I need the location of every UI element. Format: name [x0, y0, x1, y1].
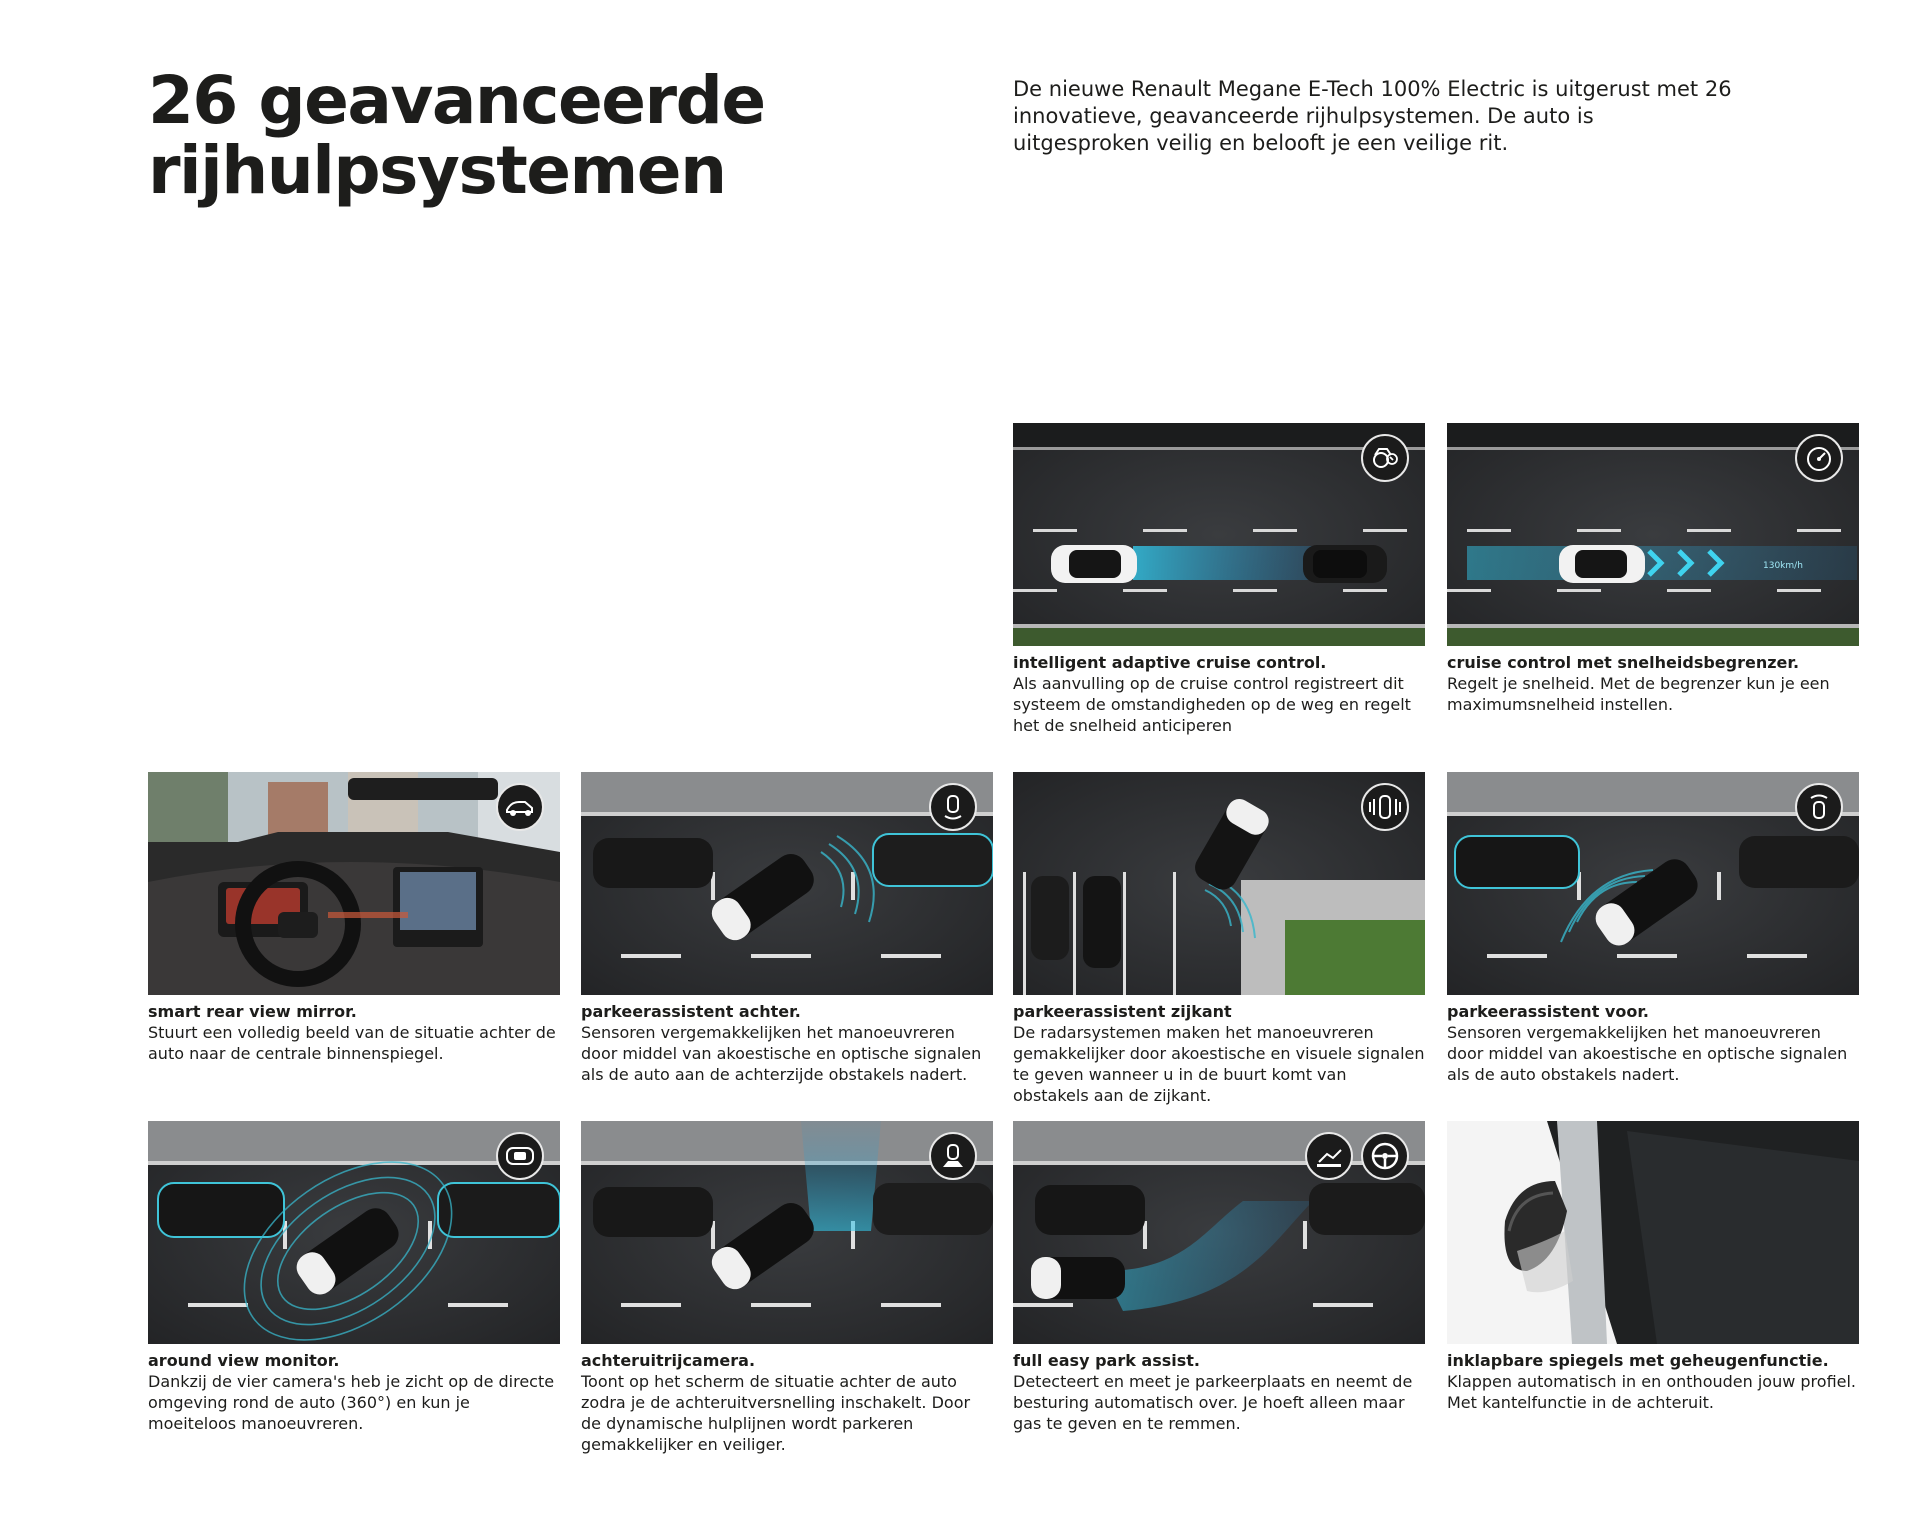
feature-image [148, 772, 560, 995]
feature-title: full easy park assist. [1013, 1351, 1200, 1370]
feature-image [581, 1121, 993, 1344]
feature-card-rear-view-mirror [148, 772, 560, 1064]
feature-card-side-park-assist [1013, 772, 1425, 1106]
car-own [1559, 545, 1645, 583]
feature-image [581, 772, 993, 995]
feature-card-around-view [148, 1121, 560, 1434]
feature-card-adaptive-cruise [1013, 423, 1425, 736]
park-assist-hands-icon [1305, 1132, 1353, 1180]
feature-title: parkeerassistent voor. [1447, 1002, 1650, 1021]
around-view-icon [496, 1132, 544, 1180]
feature-image [1013, 772, 1425, 995]
speedometer-icon [1795, 434, 1843, 482]
feature-card-front-park-assist [1447, 772, 1859, 1085]
feature-image [1447, 423, 1859, 646]
car-front [1303, 545, 1387, 583]
feature-card-folding-mirrors [1447, 1121, 1859, 1413]
feature-image [1447, 1121, 1859, 1344]
steering-wheel-icon [1361, 1132, 1409, 1180]
feature-card-speed-limiter [1447, 423, 1859, 715]
feature-card-easy-park-assist [1013, 1121, 1425, 1434]
car-parking [1031, 1257, 1125, 1299]
feature-image [148, 1121, 560, 1344]
feature-title: cruise control met snelheidsbegrenzer. [1447, 653, 1800, 672]
feature-card-rear-park-assist [581, 772, 993, 1085]
feature-title: smart rear view mirror. [148, 1002, 357, 1021]
feature-image [1447, 772, 1859, 995]
feature-title: achteruitrijcamera. [581, 1351, 756, 1370]
feature-description: Stuurt een volledig beeld van de situatie achter de auto naar de centrale binnenspiegel. [148, 1023, 556, 1063]
cruise-car-icon [1361, 434, 1409, 482]
feature-title: inklapbare spiegels met geheugenfunctie. [1447, 1351, 1829, 1370]
feature-description: Sensoren vergemakkelijken het manoeuvreren door middel van akoestische en optische signalen als de auto aan de achterzijde obstakels nadert. [581, 1023, 982, 1084]
folding-mirror-photo [1447, 1121, 1859, 1344]
feature-description: Toont op het scherm de situatie achter de auto zodra je de achteruitversnelling inschakelt. Door de dynamische hulplijnen wordt parkeren gemakkelijker en veiliger. [581, 1372, 971, 1454]
feature-description: Sensoren vergemakkelijken het manoeuvreren door middel van akoestische en optische signalen als de auto obstakels nadert. [1447, 1023, 1848, 1084]
feature-title: intelligent adaptive cruise control. [1013, 653, 1327, 672]
feature-description: Detecteert en meet je parkeerplaats en neemt de besturing automatisch over. Je hoeft alleen maar gas te geven en te remmen. [1013, 1372, 1413, 1433]
feature-image [1013, 423, 1425, 646]
speed-label: 130km/h [1763, 561, 1803, 571]
feature-title: parkeerassistent zijkant [1013, 1002, 1232, 1021]
reverse-camera-icon [929, 1132, 977, 1180]
page-title-line-1: 26 geavanceerde [148, 62, 765, 139]
rear-sensor-icon [929, 783, 977, 831]
feature-title: parkeerassistent achter. [581, 1002, 801, 1021]
feature-description: Dankzij de vier camera's heb je zicht op de directe omgeving rond de auto (360°) en kun je moeiteloos manoeuvreren. [148, 1372, 555, 1433]
intro-paragraph: De nieuwe Renault Megane E-Tech 100% Electric is uitgerust met 26 innovatieve, geavanceerde rijhulpsystemen. De auto is uitgesproken veilig en belooft je een veilige rit. [1013, 77, 1732, 155]
side-sensor-icon [1361, 783, 1409, 831]
feature-image [1013, 1121, 1425, 1344]
feature-description: De radarsystemen maken het manoeuvreren gemakkelijker door akoestische en visuele signalen te geven wanneer u in de buurt komt van obstakels aan de zijkant. [1013, 1023, 1425, 1105]
page-title [148, 62, 765, 209]
feature-card-reverse-camera [581, 1121, 993, 1455]
page-title-line-2: rijhulpsystemen [148, 132, 726, 209]
feature-description: Klappen automatisch in en onthouden jouw profiel. Met kantelfunctie in de achteruit. [1447, 1372, 1857, 1412]
feature-description: Als aanvulling op de cruise control registreert dit systeem de omstandigheden op de weg en regelt het de snelheid anticiperen [1013, 674, 1411, 735]
front-sensor-icon [1795, 783, 1843, 831]
feature-title: around view monitor. [148, 1351, 340, 1370]
car-own [1051, 545, 1137, 583]
rear-camera-car-icon [496, 783, 544, 831]
feature-description: Regelt je snelheid. Met de begrenzer kun je een maximumsnelheid instellen. [1447, 674, 1830, 714]
